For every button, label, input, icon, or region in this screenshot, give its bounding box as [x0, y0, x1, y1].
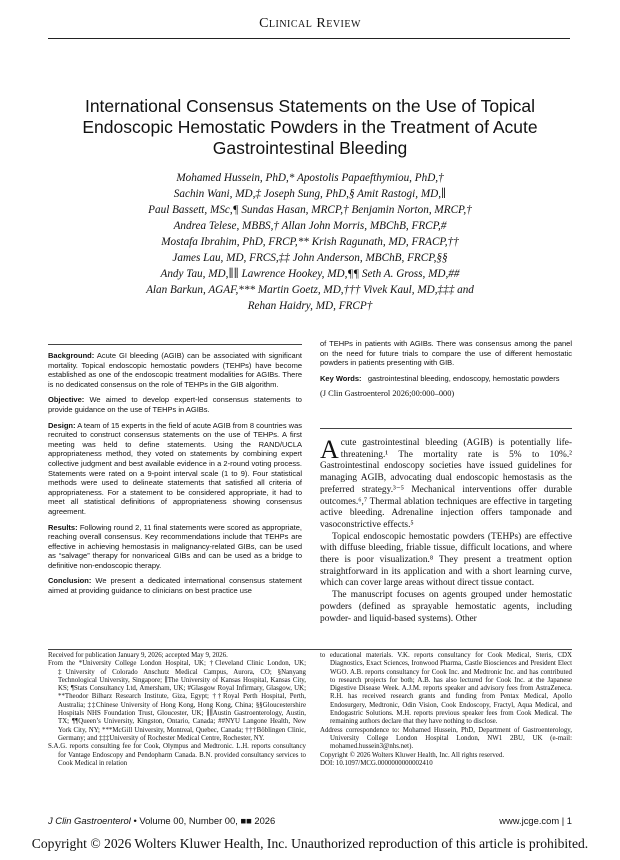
- footnote-copyright: Copyright © 2026 Wolters Kluwer Health, Inc. All rights reserved.: [320, 751, 505, 759]
- author-line: Rehan Haidry, MD, FRCP†: [247, 300, 373, 312]
- body-paragraph: Acute gastrointestinal bleeding (AGIB) is potentially life-threatening.¹ The mortality rate is 5% to 10%.² Gastrointestinal endoscopy societies have issued guidelines for managing AGIB, advocating dual endoscopic hemostasis as the preferred strategy.³⁻⁵ Mechanical interventions offer durable outcomes.⁶,⁷ Thermal ablation techniques are effective in targeting active bleeding. Adrenaline injection offers tamponade and vasoconstrictive effects.⁵: [320, 435, 572, 530]
- journal-name: J Clin Gastroenterol: [48, 815, 131, 826]
- url-page-number: www.jcge.com | 1: [499, 815, 572, 826]
- article-title: International Consensus Statements on the Use of Topical Endoscopic Hemostatic Powders in the Treatment of Acute Gastrointestinal Bleeding: [82, 96, 538, 158]
- footnote-disclosures-continued: to educational materials. V.K. reports consultancy for Cook Medical, Steris, CDX Diagnostics, Exact Sciences, Ironwood Pharma, Castle Biosciences and President Elect WGO. A.B. reports consultancy for Cook Inc. and Medtronic Inc. and has contributed to research projects for both; A.B. has also lectured for Cook Inc. at the Japanese Digestive Disease Week. A.J.M. reports speaker and advisory fees from AstraZeneca. R.H. has received research grants and funding from Pentax Medical, Apollo Endosurgery, Medtronic, Odin Vision, Cook Endoscopy, Fractyl, Aqua Medical, and Endogastric Solutions. M.H. reports previous speaker fees from Cook Medical. The remaining authors declare that they have nothing to disclose.: [320, 652, 572, 726]
- author-line: James Lau, MD, FRCS,‡‡ John Anderson, MBChB, FRCP,§§: [172, 252, 448, 264]
- abstract-conclusion: Conclusion: We present a dedicated international consensus statement aimed at providing guidance to clinicians on best practice use: [48, 576, 302, 596]
- author-line: Mohamed Hussein, PhD,* Apostolis Papaefthymiou, PhD,†: [176, 172, 444, 184]
- abstract-background: Background: Acute GI bleeding (AGIB) can be associated with significant mortality. Topical endoscopic hemostatic powders (TEHPs) have become established as one of the endoscopic treatment modalities for AGIBs. There is no dedicated consensus on the role of TEHPs in the GIB algorithm.: [48, 351, 302, 389]
- author-line: Sachin Wani, MD,‡ Joseph Sung, PhD,§ Amit Rastogi, MD,∥: [173, 188, 447, 200]
- footnote-received: Received for publication January 9, 2026; accepted May 9, 2026.: [48, 652, 228, 659]
- abstract-right-column: [320, 339, 572, 405]
- author-line: Paul Bassett, MSc,¶ Sundas Hasan, MRCP,† Benjamin Norton, MRCP,†: [148, 204, 472, 216]
- issue-info: • Volume 00, Number 00, ■■ 2026: [130, 815, 276, 826]
- author-line: Mostafa Ibrahim, PhD, FRCP,** Krish Ragunath, MD, FRACP,††: [161, 236, 459, 248]
- footnote-affiliations: From the *University College London Hospital, UK; †Cleveland Clinic London, UK; ‡University of Colorado Anschutz Medical Campus, Aurora, CO; §Nanyang Technological University, Singapore; ∥The University of Kansas Hospital, Kansas City, KS; ¶Stats Consultancy Ltd, Amersham, UK; #Glasgow Royal Infirmary, Glasgow, UK; **Theodor Bilharz Research Institute, Giza, Egypt; ††Royal Perth Hospital, Perth, Australia; ‡‡Chinese University of Hong Kong, Hong Kong, China; §§Gloucestershire Hospitals NHS Foundation Trust, Gloucester, UK; ∥∥Austin Gastroenterology, Austin, TX; ¶¶Queen’s University, Kingston, Ontario, Canada; ##NYU Langone Health, New York City, NY; ***McGill University, Montreal, Quebec, Canada; †††Böblingen Clinic, Germany; and ‡‡‡University of Rochester Medical Centre, Rochester, NY.: [48, 660, 306, 742]
- abstract-end-rule: [320, 428, 572, 429]
- abstract-results: Results: Following round 2, 11 final statements were scored as appropriate, reaching overall consensus. Key recommendations include that TEHPs are effective in achieving hemostasis in malignancy-related GIBs, can be used as “salvage” therapy for nonvariceal GIBs and can be used as a bridge to definitive non-endoscopic therapy.: [48, 522, 302, 570]
- introduction-text: [320, 435, 572, 625]
- abstract-conclusion-continued: of TEHPs in patients with AGIBs. There was consensus among the panel on the need for future trials to compare the use of different hemostatic powders in patients presenting with GIB.: [320, 339, 572, 368]
- copyright-banner: Copyright © 2026 Wolters Kluwer Health, Inc. Unauthorized reproduction of this article is prohibited.: [31, 836, 589, 851]
- journal-citation: (J Clin Gastroenterol 2026;00:000–000): [320, 389, 455, 399]
- header-rule: [48, 38, 570, 39]
- abstract-left-column: [48, 344, 302, 602]
- author-line: Andy Tau, MD,∥∥ Lawrence Hookey, MD,¶¶ Seth A. Gross, MD,##: [160, 268, 460, 280]
- author-line: Alan Barkun, AGAF,*** Martin Goetz, MD,††† Vivek Kaul, MD,‡‡‡ and: [146, 284, 474, 296]
- author-line: Andrea Telese, MBBS,† Allan John Morris, MBChB, FRCP,#: [173, 220, 447, 232]
- drop-cap: A: [320, 435, 339, 464]
- footnotes-right: [320, 652, 572, 768]
- footnote-disclosures: S.A.G. reports consulting fee for Cook, Olympus and Medtronic. L.H. reports consultancy for Vantage Endoscopy and Pendopharm Canada. B.N. provided consultancy services to Cook Medical in relation: [48, 743, 306, 767]
- abstract-objective: Objective: We aimed to develop expert-led consensus statements to provide guidance on the use of TEHPs in AGIBs.: [48, 395, 302, 414]
- abstract-keywords: Key Words: gastrointestinal bleeding, endoscopy, hemostatic powders: [320, 373, 560, 383]
- footnote-doi: DOI: 10.1097/MCG.0000000000002410: [320, 759, 433, 767]
- footnote-correspondence: Address correspondence to: Mohamed Hussein, PhD, Department of Gastroenterology, University College London Hospital London, NW1 2BU, UK (e-mail: mohamed.hussein3@nhs.net).: [320, 726, 572, 751]
- body-paragraph: Topical endoscopic hemostatic powders (TEHPs) are effective with diffuse bleeding, friable tissue, difficult locations, and where there is poor visualization.⁸ They present a treatment option straightforward in its application and with a short learning curve, which can cover large areas without direct tissue contact.: [320, 531, 572, 589]
- running-footer: [48, 815, 572, 829]
- footnote-rule: [48, 649, 572, 650]
- author-list: [40, 170, 580, 314]
- footnotes-left: [48, 652, 306, 768]
- section-heading: Clinical Review: [259, 16, 361, 31]
- body-paragraph: The manuscript focuses on agents grouped under hemostatic powders (defined as sprayable hemostatic agents, including powder- and liquid-based systems). Other: [320, 590, 572, 624]
- abstract-design: Design: A team of 15 experts in the field of acute AGIB from 8 countries was recruited to construct consensus statements on the use of TEHPs. A first meeting was held to define statements. Using the RAND/UCLA appropriateness method, they voted on statements by combining expert collective judgment and best available evidence in a 2-round voting process. Statements were rated on a 9-point interval scale (1 to 9). Four statistical methods were used to delineate statements that satisfied all criteria of appropriateness. For a statement to be considered appropriate, it had to meet all statistical definitions of appropriateness showing consensus agreement.: [48, 420, 303, 516]
